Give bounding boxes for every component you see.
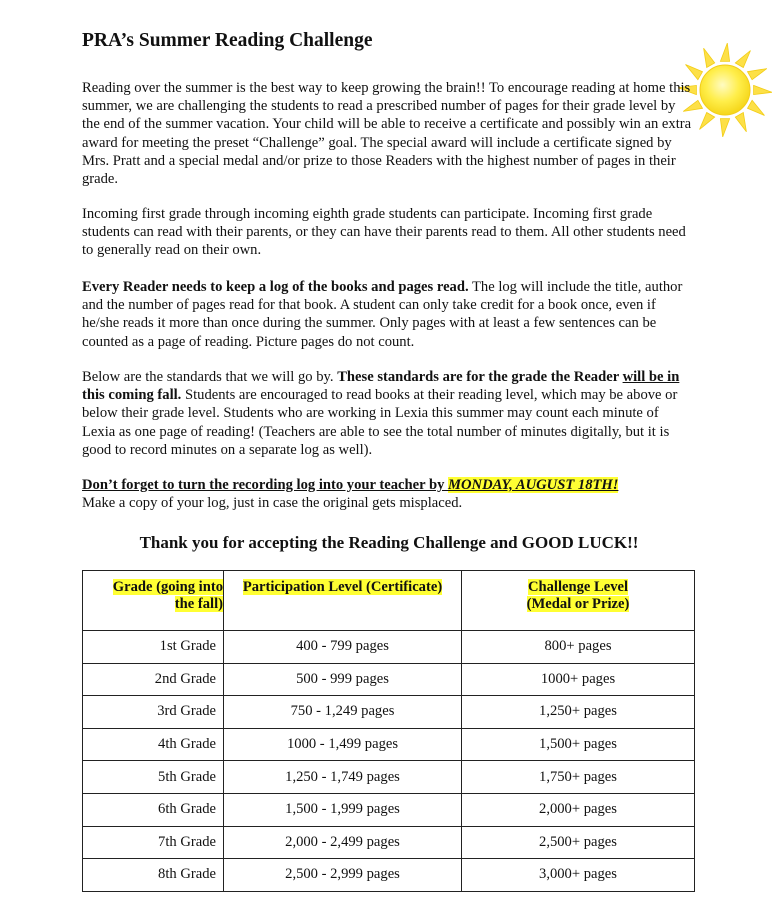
log-paragraph [82, 278, 694, 351]
header-participation [224, 571, 462, 631]
header-grade [83, 571, 224, 631]
participation-cell: 400 - 799 pages [224, 631, 462, 664]
sun-ray [700, 113, 715, 130]
table-row [83, 631, 695, 664]
grade-cell: 7th Grade [83, 826, 224, 859]
sun-ray [720, 119, 729, 137]
header-grade-line1: Grade (going into [112, 579, 223, 595]
header-grade-line2: the fall) [174, 596, 223, 612]
challenge-cell: 2,000+ pages [462, 793, 695, 826]
header-participation-text: Participation Level (Certificate) [242, 579, 443, 595]
grade-cell: 1st Grade [83, 631, 224, 664]
challenge-cell: 1,250+ pages [462, 696, 695, 729]
sun-ray [735, 51, 750, 68]
participation-cell: 1,250 - 1,749 pages [224, 761, 462, 794]
grade-cell: 6th Grade [83, 793, 224, 826]
participation-cell: 1000 - 1,499 pages [224, 728, 462, 761]
deadline-date: MONDAY, AUGUST 18TH! [448, 477, 619, 493]
participation-cell: 2,000 - 2,499 pages [224, 826, 462, 859]
header-challenge-line1: Challenge Level [527, 579, 629, 595]
standards-note-b: this coming fall. [82, 387, 182, 404]
challenge-cell: 1,500+ pages [462, 728, 695, 761]
standards-note-underlined: will be in [622, 369, 680, 385]
challenge-cell: 1000+ pages [462, 663, 695, 696]
table-row [83, 859, 695, 892]
intro-paragraph: Reading over the summer is the best way to keep growing the brain!! To encourage reading at home this summer, we are challenging the students to read a prescribed number of pages for their grade level by the end of the summer vacation. Your child will be able to receive a certificate and possibly win an extra award for meeting the preset “Challenge” goal. The special award will include a certificate signed by Mrs. Pratt and a special medal and/or prize to those Readers with the highest number of pages in their grade. [82, 80, 692, 188]
standards-details: Students are encouraged to read books at their reading level, which may be above or below their grade level. Students who are working in Lexia this summer may count each minute of Lexia as one page of reading! (Teachers are able to see the total number of minutes digitally, but it is good to record minutes on a separate log as well). [82, 387, 678, 458]
sun-ray [686, 65, 703, 80]
log-details: The log will include the title, author and the number of pages read for that book. A student can only take credit for a book once, even if he/she reads it more than once during the summer. Only pages with at least a few sentences can be counted as a page of reading. Picture pages do not count. [82, 279, 683, 350]
grade-cell: 5th Grade [83, 761, 224, 794]
deadline-reminder: Don’t forget to turn the recording log into your teacher by [82, 477, 449, 493]
challenge-cell: 2,500+ pages [462, 826, 695, 859]
eligibility-paragraph: Incoming first grade through incoming eighth grade students can participate. Incoming first grade students can read with their parents, or they can have their parents read to them. All other students need to generally read on their own. [82, 206, 686, 259]
participation-cell: 750 - 1,249 pages [224, 696, 462, 729]
thanks-heading: Thank you for accepting the Reading Challenge and GOOD LUCK!! [139, 533, 639, 552]
table-header-row [83, 571, 695, 631]
table-row [83, 826, 695, 859]
standards-paragraph [82, 368, 694, 459]
challenge-cell: 800+ pages [462, 631, 695, 664]
copy-reminder: Make a copy of your log, just in case the original gets misplaced. [82, 495, 463, 512]
page-title: PRA’s Summer Reading Challenge [82, 30, 373, 51]
sun-ray [754, 85, 772, 94]
sun-ray [704, 48, 715, 67]
grade-cell: 8th Grade [83, 859, 224, 892]
reading-levels-table [82, 570, 695, 892]
standards-intro: Below are the standards that we will go by. [82, 369, 338, 385]
grade-cell: 4th Grade [83, 728, 224, 761]
table-row [83, 793, 695, 826]
sun-ray [748, 100, 765, 115]
header-challenge [462, 571, 695, 631]
deadline-paragraph [82, 476, 694, 512]
sun-ray [720, 43, 729, 61]
grade-cell: 3rd Grade [83, 696, 224, 729]
participation-cell: 1,500 - 1,999 pages [224, 793, 462, 826]
header-challenge-line2: (Medal or Prize) [526, 596, 630, 612]
sun-ray [735, 113, 746, 132]
log-requirement: Every Reader needs to keep a log of the books and pages read. [82, 279, 469, 295]
sun-ray [748, 69, 767, 80]
grade-cell: 2nd Grade [83, 663, 224, 696]
challenge-cell: 3,000+ pages [462, 859, 695, 892]
table-row [83, 728, 695, 761]
table-row [83, 696, 695, 729]
challenge-cell: 1,750+ pages [462, 761, 695, 794]
table-row [83, 663, 695, 696]
participation-cell: 500 - 999 pages [224, 663, 462, 696]
table-row [83, 761, 695, 794]
participation-cell: 2,500 - 2,999 pages [224, 859, 462, 892]
standards-note-a: These standards are for the grade the Reader [337, 369, 623, 385]
